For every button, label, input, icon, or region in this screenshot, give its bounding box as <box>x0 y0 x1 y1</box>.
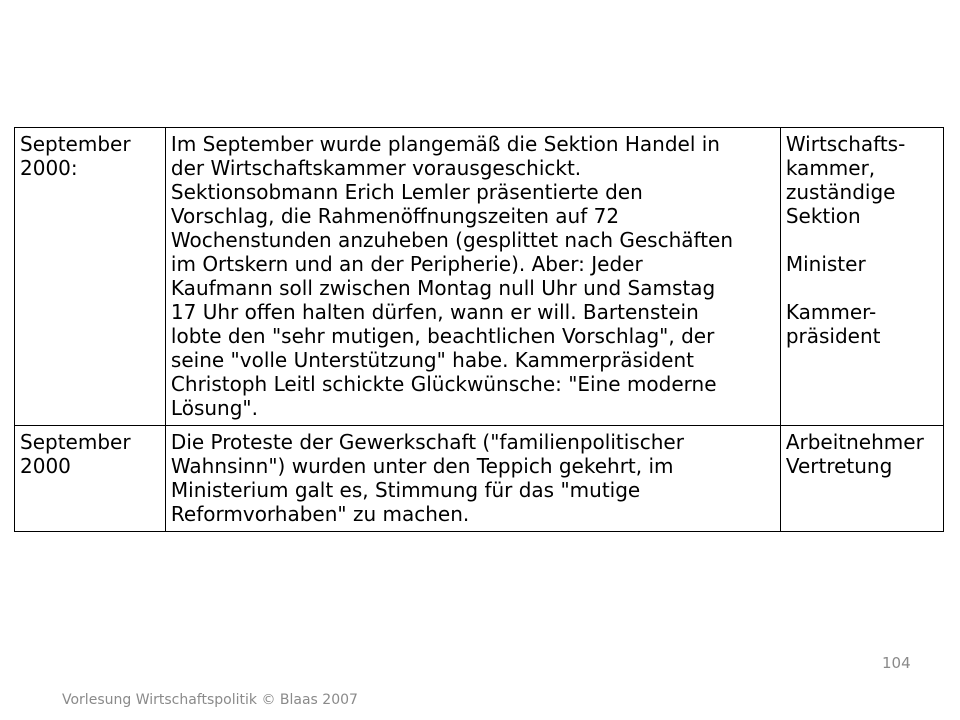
description-line: Vorschlag, die Rahmenöffnungszeiten auf 72 <box>170 204 620 228</box>
description-line: Wahnsinn") wurden unter den Teppich gekehrt, im <box>170 454 674 478</box>
footer-credit: Vorlesung Wirtschaftspolitik © Blaas 2007 <box>62 692 358 708</box>
date-line: 2000 <box>20 454 71 478</box>
actor-line: zuständige <box>785 180 896 204</box>
actor-line: Sektion <box>785 204 861 228</box>
date-line: 2000: <box>20 156 78 180</box>
actor-line: Wirtschafts- <box>785 132 906 156</box>
description-line: im Ortskern und an der Peripherie). Aber: Jeder <box>170 252 643 276</box>
actor-line: Kammer- <box>785 300 877 324</box>
description-line: 17 Uhr offen halten dürfen, wann er will. Bartenstein <box>170 300 699 324</box>
description-line: Christoph Leitl schickte Glückwünsche: "Eine moderne <box>170 372 717 396</box>
date-line: September <box>20 132 131 156</box>
description-line: Reformvorhaben" zu machen. <box>170 502 470 526</box>
description-line: der Wirtschaftskammer vorausgeschickt. <box>170 156 582 180</box>
description-cell <box>165 128 780 426</box>
description-line: seine "volle Unterstützung" habe. Kammerpräsident <box>170 348 694 372</box>
date-line: September <box>20 430 131 454</box>
chronology-table <box>14 127 944 532</box>
description-line: Ministerium galt es, Stimmung für das "mutige <box>170 478 641 502</box>
description-line: Lösung". <box>170 396 258 420</box>
description-line: Im September wurde plangemäß die Sektion Handel in <box>170 132 720 156</box>
actor-spacer <box>786 228 939 252</box>
description-line: Kaufmann soll zwischen Montag null Uhr und Samstag <box>170 276 716 300</box>
actor-line: präsident <box>785 324 881 348</box>
actor-line: Arbeitnehmer <box>785 430 924 454</box>
table-row <box>15 128 944 426</box>
actor-cell <box>780 128 943 426</box>
actor-line: kammer, <box>785 156 876 180</box>
description-line: lobte den "sehr mutigen, beachtlichen Vorschlag", der <box>170 324 715 348</box>
description-line: Wochenstunden anzuheben (gesplittet nach Geschäften <box>170 228 734 252</box>
actor-line: Vertretung <box>785 454 893 478</box>
description-cell <box>165 426 780 532</box>
date-cell <box>15 426 166 532</box>
date-cell <box>15 128 166 426</box>
actor-line: Minister <box>785 252 866 276</box>
description-line: Sektionsobmann Erich Lemler präsentierte den <box>170 180 643 204</box>
actor-cell <box>780 426 943 532</box>
page-number: 104 <box>882 654 911 672</box>
description-line: Die Proteste der Gewerkschaft ("familienpolitischer <box>170 430 684 454</box>
table-row <box>15 426 944 532</box>
actor-spacer <box>786 276 939 300</box>
